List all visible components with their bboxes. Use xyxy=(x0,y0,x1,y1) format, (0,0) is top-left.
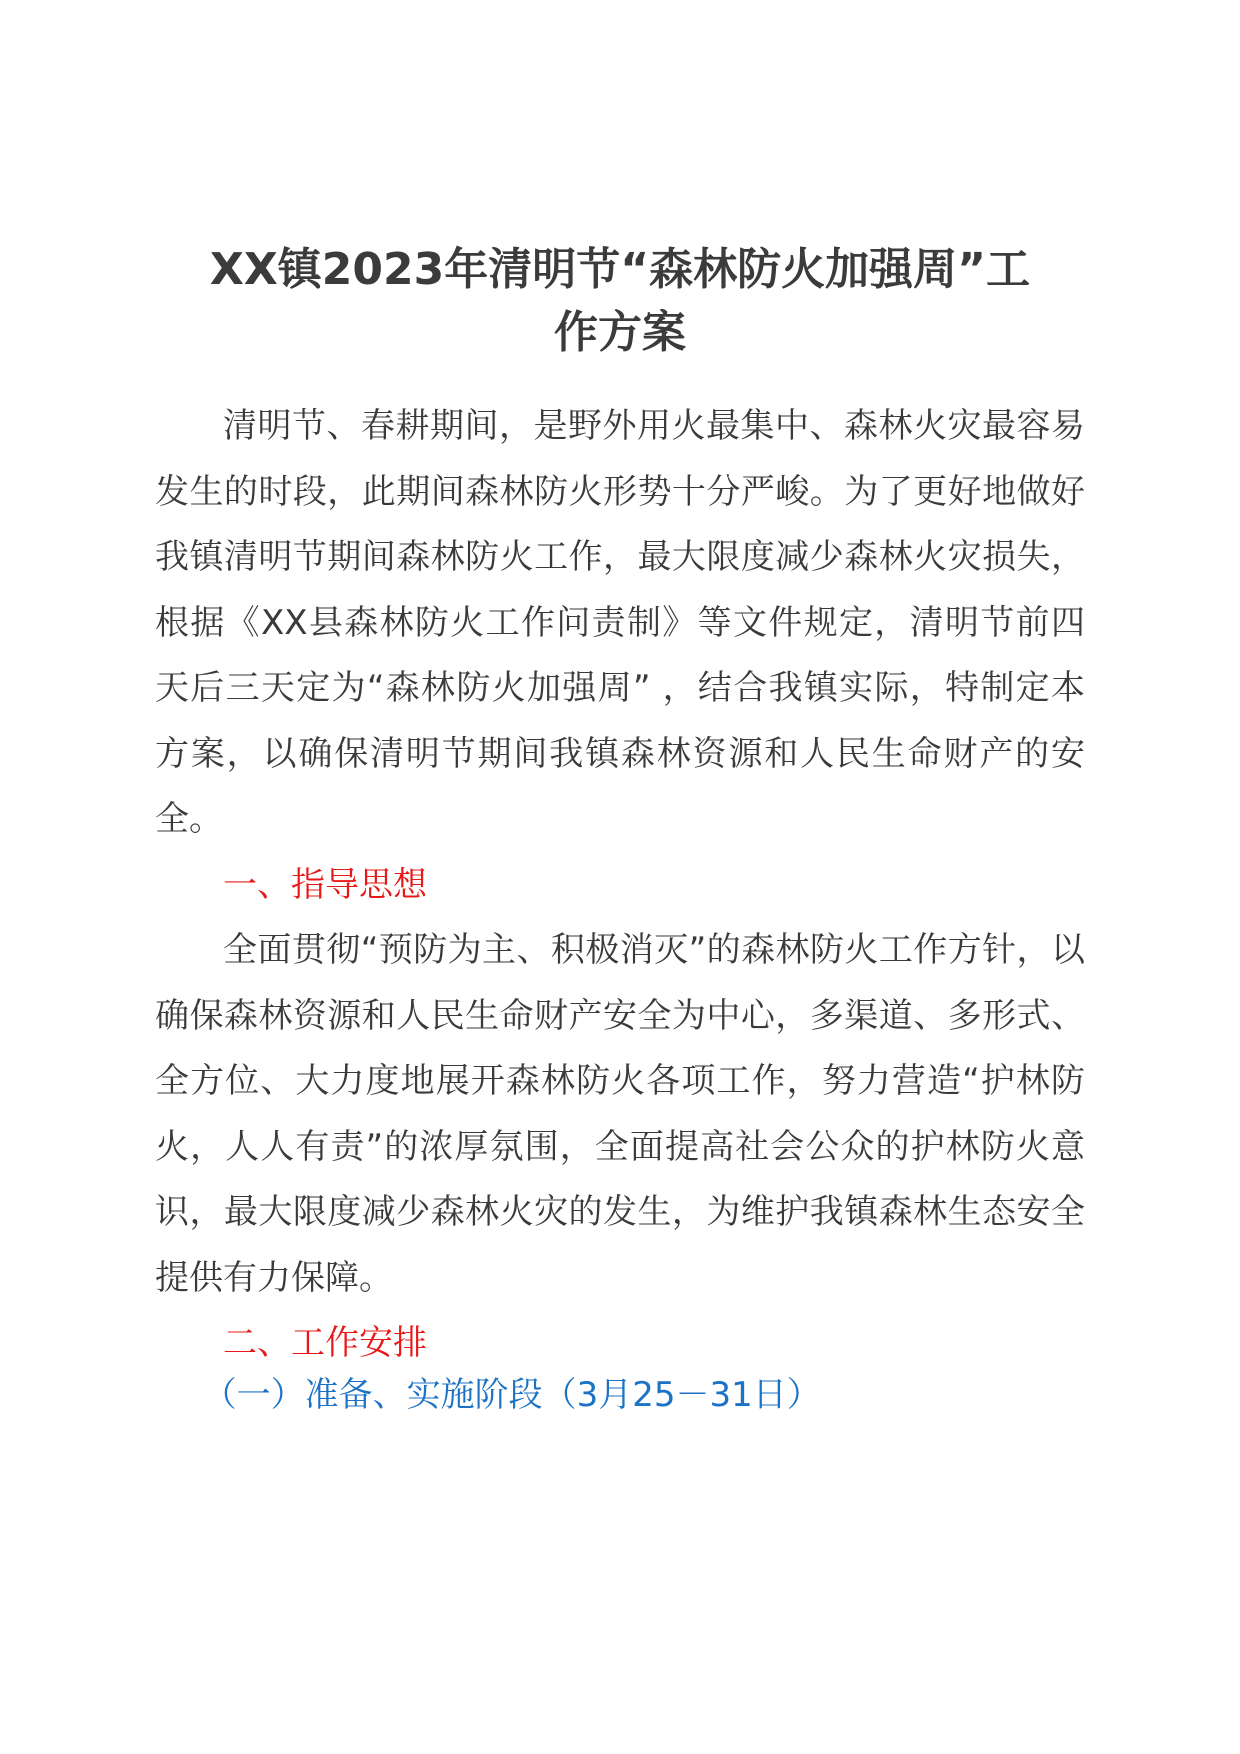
title-line-1: XX镇2023年清明节“森林防火加强周”工 xyxy=(209,244,1031,295)
intro-paragraph: 清明节、春耕期间，是野外用火最集中、森林火灾最容易发生的时段，此期间森林防火形势十分严峻。为了更好地做好我镇清明节期间森林防火工作，最大限度减少森林火灾损失，根据《XX县森林防火工作问责制》等文件规定，清明节前四天后三天定为“森林防火加强周” ，结合我镇实际，特制定本方案，以确保清明节期间我镇森林资源和人民生命财产的安全。 xyxy=(155,406,1085,839)
document-content xyxy=(155,238,1085,1428)
section-heading-work-arrangement: 二、工作安排 xyxy=(223,1323,427,1363)
guiding-ideology-paragraph: 全面贯彻“预防为主、积极消灭”的森林防火工作方针，以确保森林资源和人民生命财产安全为中心，多渠道、多形式、全方位、大力度地展开森林防火各项工作，努力营造“护林防火，人人有责”的浓厚氛围，全面提高社会公众的护林防火意识，最大限度减少森林火灾的发生，为维护我镇森林生态安全提供有力保障。 xyxy=(155,930,1085,1298)
title-line-2: 作方案 xyxy=(554,307,686,358)
section-heading-guiding-ideology: 一、指导思想 xyxy=(223,864,427,905)
document-title xyxy=(155,238,1085,364)
subsection-heading-preparation-phase: （一）准备、实施阶段（3月25－31日） xyxy=(202,1374,821,1415)
